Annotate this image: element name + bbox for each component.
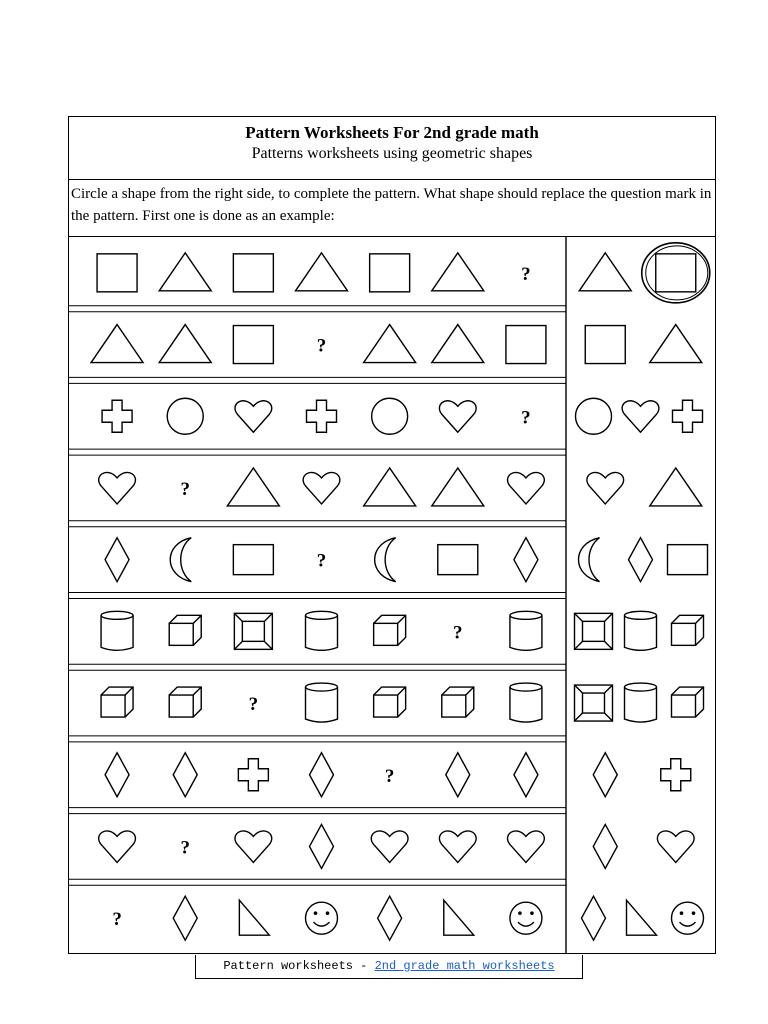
question-mark: ? (521, 407, 531, 429)
pattern-shape-cross[interactable] (102, 400, 132, 432)
pattern-shape-heart[interactable] (235, 401, 272, 432)
instructions: Circle a shape from the right side, to complete the pattern. What shape should replace the question mark in the pattern. First one is done as an example: (69, 179, 715, 237)
pattern-shape-cylinder[interactable] (510, 683, 542, 722)
pattern-shape-square[interactable] (233, 326, 273, 364)
pattern-shape-cylinder[interactable] (306, 611, 338, 650)
choice-shape-rectangle[interactable] (668, 545, 708, 575)
pattern-shape-heart[interactable] (99, 831, 136, 862)
question-mark: ? (180, 478, 190, 500)
pattern-shape-square[interactable] (233, 254, 273, 292)
pattern-shape-diamond[interactable] (446, 753, 470, 797)
question-mark: ? (248, 694, 259, 716)
pattern-shape-square[interactable] (370, 254, 410, 292)
pattern-shape-cube[interactable] (442, 687, 474, 717)
question-mark: ? (112, 909, 122, 931)
choice-shape-frame[interactable] (575, 613, 613, 649)
answer-circle (642, 243, 710, 303)
choice-shape-triangle[interactable] (650, 325, 702, 363)
pattern-shape-cube[interactable] (374, 615, 406, 645)
pattern-shape-heart[interactable] (303, 472, 340, 503)
choice-shape-cross[interactable] (661, 759, 691, 791)
choice-shape-triangle[interactable] (650, 468, 702, 506)
choice-shape-diamond[interactable] (629, 538, 653, 582)
pattern-shape-moon[interactable] (375, 538, 396, 582)
question-mark: ? (521, 263, 531, 285)
choice-shape-diamond[interactable] (593, 824, 617, 868)
pattern-shape-triangle[interactable] (432, 468, 484, 506)
pattern-shape-cylinder[interactable] (101, 611, 133, 650)
question-mark: ? (384, 765, 395, 787)
choice-shape-heart[interactable] (622, 401, 659, 432)
question-mark: ? (316, 550, 327, 572)
pattern-shape-circle[interactable] (167, 398, 203, 434)
choice-shape-square[interactable] (585, 326, 625, 364)
pattern-shape-moon[interactable] (170, 538, 191, 582)
pattern-shape-triangle[interactable] (227, 468, 279, 506)
pattern-shape-circle[interactable] (372, 398, 408, 434)
pattern-shape-heart[interactable] (99, 472, 136, 503)
pattern-shape-triangle[interactable] (91, 325, 143, 363)
pattern-shape-cube[interactable] (169, 615, 201, 645)
pattern-shape-heart[interactable] (439, 831, 476, 862)
pattern-shape-cube[interactable] (169, 687, 201, 717)
pattern-shape-triangle[interactable] (296, 253, 348, 291)
choice-shape-circle[interactable] (576, 398, 612, 434)
choice-shape-triangle[interactable] (579, 253, 631, 291)
pattern-shape-triangle[interactable] (159, 325, 211, 363)
choice-shape-right-triangle[interactable] (627, 900, 657, 935)
pattern-shape-cross[interactable] (238, 759, 268, 791)
pattern-shape-diamond[interactable] (378, 896, 402, 940)
pattern-shape-triangle[interactable] (364, 468, 416, 506)
choice-shape-cube[interactable] (672, 615, 704, 645)
pattern-shape-smiley[interactable] (510, 902, 542, 934)
pattern-shape-rectangle[interactable] (233, 545, 273, 575)
pattern-shape-triangle[interactable] (159, 253, 211, 291)
pattern-shape-square[interactable] (506, 326, 546, 364)
pattern-shape-triangle[interactable] (432, 325, 484, 363)
pattern-shape-heart[interactable] (508, 472, 545, 503)
choice-shape-smiley[interactable] (672, 902, 704, 934)
pattern-shape-cube[interactable] (101, 687, 133, 717)
choice-shape-square[interactable] (656, 254, 696, 292)
pattern-shape-smiley[interactable] (306, 902, 338, 934)
pattern-rows (69, 237, 715, 954)
choice-shape-heart[interactable] (657, 831, 694, 862)
question-mark: ? (453, 622, 463, 644)
pattern-shape-triangle[interactable] (432, 253, 484, 291)
pattern-shape-heart[interactable] (235, 831, 272, 862)
worksheet (68, 116, 716, 954)
pattern-shape-cylinder[interactable] (510, 611, 542, 650)
footer-link[interactable]: 2nd grade math worksheets (374, 959, 555, 973)
pattern-shape-frame[interactable] (234, 613, 272, 649)
choice-shape-frame[interactable] (575, 685, 613, 721)
pattern-shape-heart[interactable] (508, 831, 545, 862)
pattern-shape-cross[interactable] (307, 400, 337, 432)
choice-shape-diamond[interactable] (582, 896, 606, 940)
page-title: Pattern Worksheets For 2nd grade math (245, 123, 539, 142)
pattern-shape-diamond[interactable] (514, 753, 538, 797)
question-mark: ? (180, 837, 190, 859)
page-subtitle: Patterns worksheets using geometric shapes (251, 145, 533, 162)
choice-shape-diamond[interactable] (593, 753, 617, 797)
pattern-shape-square[interactable] (97, 254, 137, 292)
pattern-shape-heart[interactable] (439, 401, 476, 432)
pattern-shape-right-triangle[interactable] (239, 900, 269, 935)
pattern-grid (69, 237, 715, 954)
pattern-shape-cylinder[interactable] (306, 683, 338, 722)
pattern-shape-heart[interactable] (371, 831, 408, 862)
pattern-shape-diamond[interactable] (105, 753, 129, 797)
footer-text: Pattern worksheets - (223, 959, 375, 973)
pattern-shape-triangle[interactable] (364, 325, 416, 363)
pattern-shape-diamond[interactable] (105, 538, 129, 582)
pattern-shape-right-triangle[interactable] (444, 900, 474, 935)
question-mark: ? (316, 335, 327, 357)
pattern-shape-diamond[interactable] (514, 538, 538, 582)
choice-shape-heart[interactable] (587, 472, 624, 503)
pattern-shape-rectangle[interactable] (438, 545, 478, 575)
title-box (69, 117, 715, 180)
choice-shape-cylinder[interactable] (625, 611, 657, 650)
pattern-shape-diamond[interactable] (310, 824, 334, 868)
pattern-shape-diamond[interactable] (173, 896, 197, 940)
choice-shape-cube[interactable] (672, 687, 704, 717)
choice-shape-cross[interactable] (673, 400, 703, 432)
pattern-shape-diamond[interactable] (173, 753, 197, 797)
choice-shape-moon[interactable] (579, 538, 600, 582)
pattern-shape-diamond[interactable] (310, 753, 334, 797)
choice-shape-cylinder[interactable] (625, 683, 657, 722)
footer (195, 955, 583, 979)
pattern-shape-cube[interactable] (374, 687, 406, 717)
